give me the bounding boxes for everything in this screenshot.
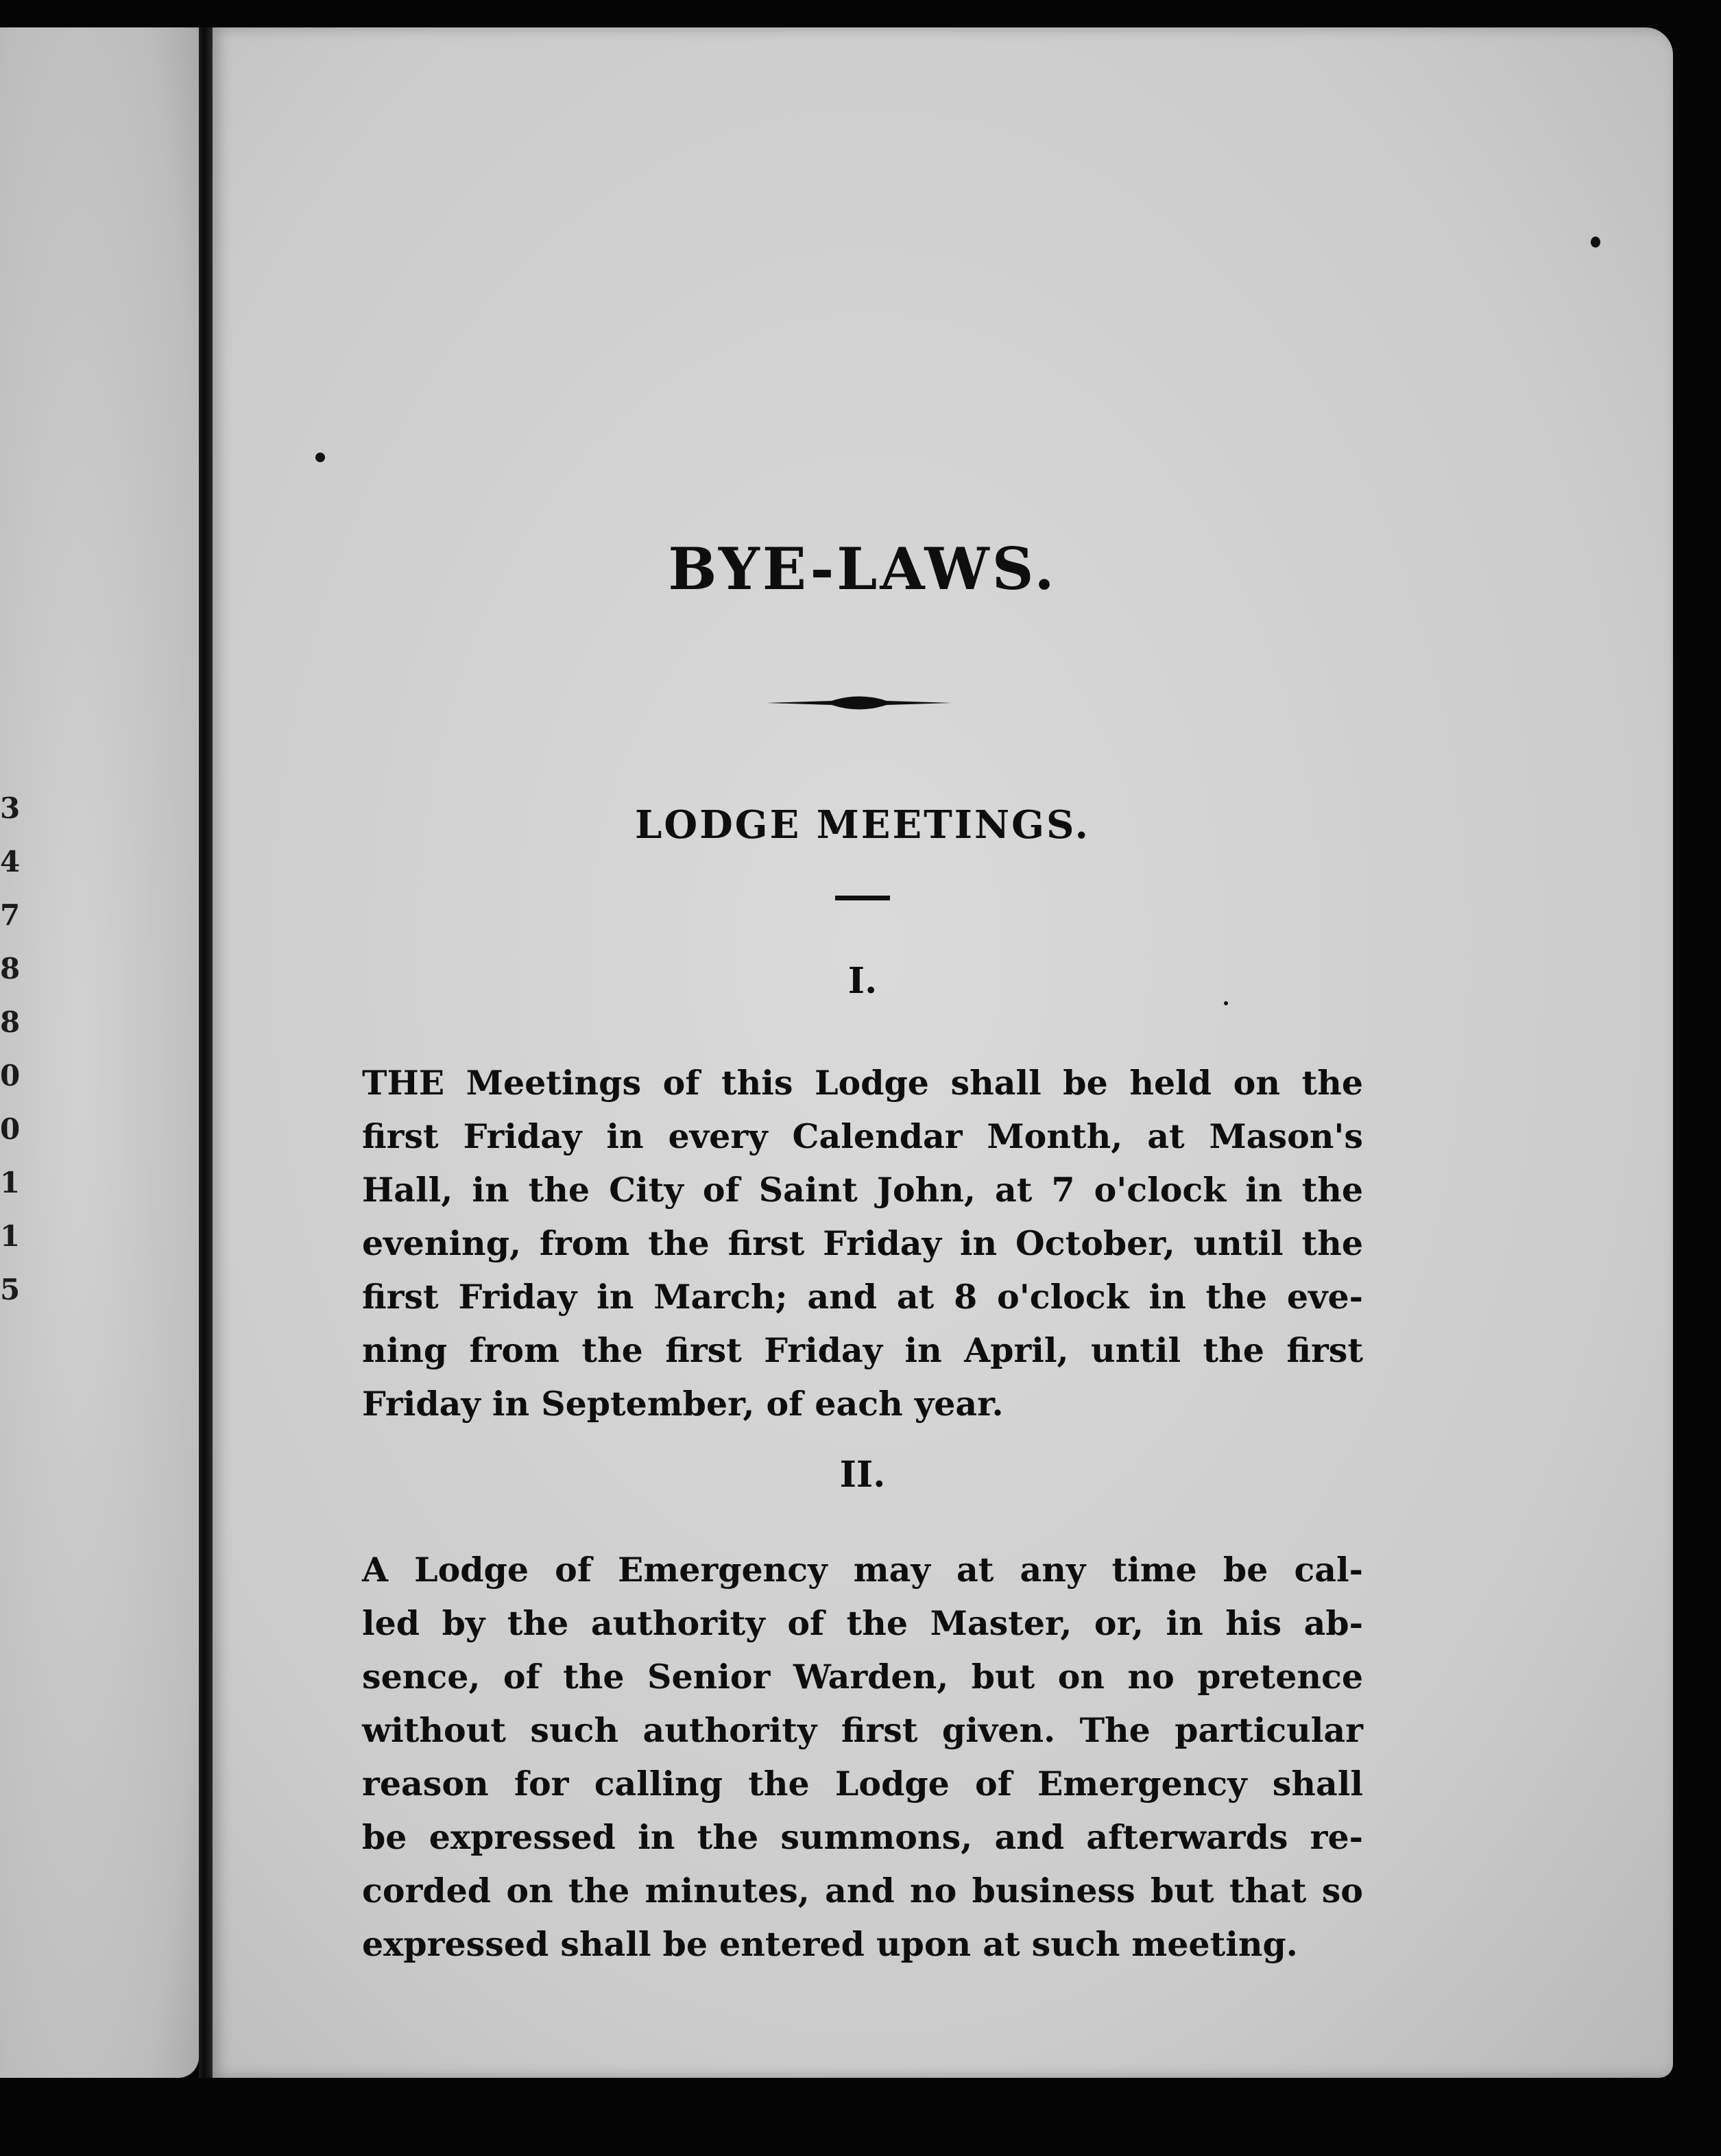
margin-figure: 3 [0, 791, 21, 825]
section-heading: LODGE MEETINGS. [635, 802, 1090, 848]
margin-figure: 8 [0, 1005, 21, 1039]
ink-speck [315, 453, 325, 462]
short-rule [835, 896, 890, 900]
text-line: first Friday in every Calendar Month, at Mason's [362, 1116, 1363, 1156]
margin-figure: 8 [0, 952, 21, 985]
left-facing-page [0, 27, 199, 2078]
text-line: expressed shall be entered upon at such meeting. [362, 1924, 1298, 1964]
margin-figure: 5 [0, 1273, 21, 1306]
text-line: first Friday in March; and at 8 o'clock in the eve- [362, 1277, 1363, 1317]
text-line: corded on the minutes, and no business but that so [362, 1871, 1363, 1911]
book-spine [199, 27, 213, 2078]
text-line: led by the authority of the Master, or, in his ab- [362, 1603, 1363, 1643]
article-numeral: I. [847, 960, 878, 1002]
margin-figure: 1 [0, 1219, 21, 1253]
margin-figure: 4 [0, 845, 21, 878]
text-line: ning from the first Friday in April, until the first [362, 1330, 1363, 1370]
text-line: without such authority first given. The particular [362, 1710, 1363, 1750]
left-margin-figures [0, 782, 27, 1317]
text-line: evening, from the first Friday in October, until the [362, 1223, 1363, 1263]
page-title: BYE-LAWS. [668, 535, 1057, 603]
text-line: Friday in September, of each year. [362, 1384, 1004, 1424]
text-line: Hall, in the City of Saint John, at 7 o'clock in the [362, 1170, 1363, 1210]
margin-figure: 7 [0, 898, 21, 932]
right-page [213, 27, 1673, 2078]
text-line: reason for calling the Lodge of Emergency shall [362, 1764, 1363, 1804]
margin-figure: 0 [0, 1059, 21, 1092]
margin-figure: 1 [0, 1166, 21, 1199]
text-line: be expressed in the summons, and afterwards re- [362, 1817, 1363, 1857]
margin-figure: 0 [0, 1112, 21, 1146]
ornament-rule-icon [767, 689, 952, 717]
text-line: sence, of the Senior Warden, but on no pretence [362, 1657, 1363, 1697]
article-text [362, 1543, 1363, 1971]
text-line: A Lodge of Emergency may at any time be cal- [362, 1550, 1363, 1590]
ink-speck [1591, 237, 1600, 248]
article-text [362, 1056, 1363, 1430]
article-numeral: II. [839, 1454, 886, 1496]
text-line: THE Meetings of this Lodge shall be held on the [362, 1063, 1363, 1103]
